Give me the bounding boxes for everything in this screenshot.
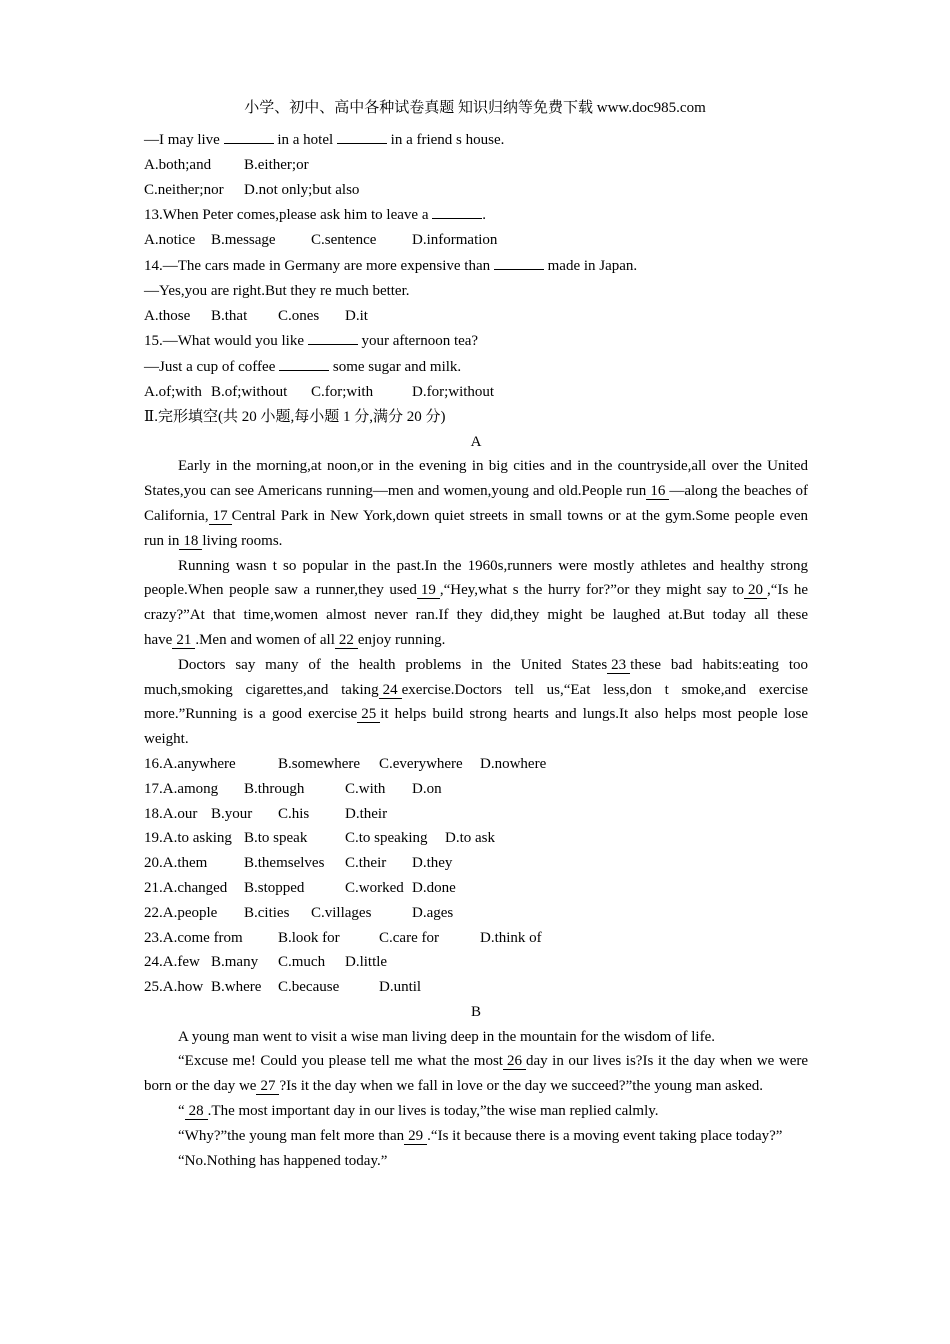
option-c: C.everywhere [379, 755, 463, 772]
option-d: D.they [412, 855, 453, 872]
option-a: 16.A.anywhere [144, 755, 236, 772]
exam-content [144, 127, 808, 1173]
q12-text: in a friend [390, 132, 453, 148]
option-c: C.sentence [311, 232, 377, 249]
passage-text: “ [178, 1103, 185, 1120]
option-b: B.stopped [244, 879, 305, 896]
q13-end: . [482, 207, 486, 224]
question-row [144, 901, 808, 926]
blank-25: 25 [357, 706, 380, 723]
passage-a-paragraph-1 [144, 454, 808, 553]
option-d: D.on [412, 780, 442, 797]
passage-text: living rooms. [202, 532, 283, 549]
question-row [144, 777, 808, 802]
option-d: D.done [412, 879, 456, 896]
q15-text: your afternoon tea? [361, 333, 479, 350]
question-row [144, 926, 808, 951]
option-d: D.to ask [445, 830, 495, 847]
q14-text: 14.—The cars made in Germany are more expensive than [144, 257, 491, 274]
option-b: B.themselves [244, 855, 325, 872]
option-c: C.to speaking [345, 830, 428, 847]
blank-26: 26 [503, 1053, 526, 1070]
question-row [144, 752, 808, 777]
q14-stem [144, 253, 808, 279]
passage-b-paragraph-4 [144, 1124, 808, 1149]
q15-options [144, 380, 808, 405]
page-header: 小学、初中、高中各种试卷真题 知识归纳等免费下载 www.doc985.com [244, 100, 706, 116]
option-c: C.care for [379, 929, 439, 946]
option-a: 20.A.them [144, 855, 208, 872]
option-b: B.many [211, 954, 259, 971]
blank-29: 29 [404, 1128, 427, 1145]
passage-b-label: B [470, 1003, 481, 1020]
answer-blank [224, 127, 274, 144]
blank-17: 17 [209, 508, 232, 525]
answer-blank [432, 202, 482, 219]
question-row [144, 802, 808, 827]
option-b: B.your [211, 805, 253, 822]
passage-b-paragraph-2 [144, 1049, 808, 1099]
q12-text: —I may live [144, 132, 220, 148]
blank-24: 24 [379, 682, 402, 699]
q15-stem [144, 328, 808, 354]
passage-text: these bad habits:eating too much,smoking cigarettes,and taking [144, 656, 808, 698]
passage-text: ,“Is he crazy?”At that time,women almost never ran.If they did,they might be laughed at.But today all these have [144, 582, 808, 648]
option-d: D.think of [480, 929, 542, 946]
option-d: D.ages [412, 904, 454, 921]
q14-text: made in Japan. [547, 257, 638, 274]
passage-text: .“Is it because there is a moving event taking place today?” [427, 1127, 783, 1144]
option-a: A.both;and [144, 156, 212, 173]
option-c: C.ones [278, 307, 320, 324]
q12-dialogue-line [144, 127, 808, 153]
passage-text: “Why?”the young man felt more than [178, 1127, 405, 1144]
option-a: 19.A.to asking [144, 830, 232, 847]
option-c: C.villages [311, 904, 372, 921]
q15-text: —Just a cup of coffee [144, 359, 276, 376]
question-row [144, 851, 808, 876]
q12-options-row2 [144, 178, 808, 203]
q12-text: in a hotel [277, 132, 334, 148]
passage-text: Running wasn t so popular in the past.In the 1960s,runners were mostly athletes and healthy strong people.When people saw a runner,they used [144, 557, 808, 599]
option-a: 18.A.our [144, 805, 198, 822]
option-c: C.his [278, 805, 310, 822]
option-c: C.their [345, 855, 387, 872]
blank-19: 19 [417, 582, 440, 599]
passage-text: .The most important day in our lives is today,”the wise man replied calmly. [207, 1103, 659, 1120]
blank-20: 20 [744, 582, 767, 599]
option-a: 23.A.come from [144, 929, 243, 946]
blank-21: 21 [172, 632, 195, 649]
passage-text: Central Park in New York,down quiet streets in small towns or at the gym.Some people even run in [144, 507, 808, 549]
q14-options [144, 304, 808, 329]
blank-18: 18 [179, 533, 202, 550]
answer-blank [337, 127, 387, 144]
option-b: B.through [244, 780, 305, 797]
option-b: B.somewhere [278, 755, 361, 772]
blank-23: 23 [607, 657, 630, 674]
question-row [144, 950, 808, 975]
option-b: B.that [211, 307, 248, 324]
passage-text: ?Is it the day when we fall in love or the day we succeed?”the young man asked. [279, 1078, 764, 1095]
q12-options-row1 [144, 153, 808, 178]
passage-text: .Men and women of all [195, 631, 335, 648]
option-c: C.neither;nor [144, 181, 224, 198]
passage-b-paragraph-3 [144, 1099, 808, 1124]
option-a: 25.A.how [144, 979, 204, 996]
blank-22: 22 [335, 632, 358, 649]
option-a: 22.A.people [144, 904, 218, 921]
q12-text: s house. [456, 132, 505, 148]
option-c: C.worked [345, 879, 404, 896]
option-d: D.their [345, 805, 388, 822]
option-b: B.of;without [211, 383, 288, 400]
passage-text: it helps build strong hearts and lungs.It also helps most people lose weight. [144, 706, 808, 748]
option-d: D.not only;but also [244, 181, 360, 198]
option-b: B.look for [278, 929, 340, 946]
q15-text: 15.—What would you like [144, 333, 304, 350]
option-a: A.notice [144, 232, 196, 249]
blank-28: 28 [185, 1103, 208, 1120]
passage-a-questions [144, 752, 808, 1000]
q13-options [144, 228, 808, 253]
option-d: D.information [412, 232, 498, 249]
passage-text: “Excuse me! Could you please tell me what the most [178, 1053, 503, 1070]
question-row [144, 826, 808, 851]
option-b: B.where [211, 979, 262, 996]
passage-text: exercise.Doctors tell us,“Eat less,don t smoke,and exercise more.”Running is a good exercise [144, 681, 808, 723]
question-row [144, 975, 808, 1000]
option-d: D.until [379, 979, 422, 996]
q13-text: 13.When Peter comes,please ask him to leave a [144, 207, 429, 224]
answer-blank [279, 354, 329, 371]
passage-b-paragraph-5: “No.Nothing has happened today.” [178, 1152, 388, 1169]
option-b: B.either;or [244, 156, 309, 173]
q13-stem [144, 202, 808, 228]
option-a: 24.A.few [144, 954, 200, 971]
passage-text: day in our lives is?Is it the day when we were born or the day we [144, 1053, 808, 1095]
q15-reply [144, 354, 808, 380]
passage-a-label: A [470, 433, 482, 450]
option-c: C.with [345, 780, 386, 797]
option-b: B.message [211, 232, 276, 249]
option-d: D.for;without [412, 383, 495, 400]
passage-text: —along the beaches of California, [144, 483, 808, 524]
passage-text: Early in the morning,at noon,or in the evening in big cities and in the countryside,all over the United States,you can see Americans running—men and women,young and old.People run [144, 458, 808, 500]
section-title: Ⅱ.完形填空(共 20 小题,每小题 1 分,满分 20 分) [144, 408, 446, 425]
question-row [144, 876, 808, 901]
option-a: A.of;with [144, 383, 202, 400]
q15-text: some sugar and milk. [332, 359, 462, 376]
passage-text: Doctors say many of the health problems in the United States [178, 656, 608, 673]
option-a: 17.A.among [144, 780, 219, 797]
option-d: D.it [345, 307, 368, 324]
option-c: C.for;with [311, 383, 374, 400]
passage-a-paragraph-2 [144, 554, 808, 653]
q14-reply: —Yes,you are right.But they re much better. [144, 282, 410, 299]
option-c: C.because [278, 979, 340, 996]
option-a: A.those [144, 307, 191, 324]
passage-a-paragraph-3 [144, 653, 808, 752]
blank-27: 27 [256, 1078, 279, 1095]
option-a: 21.A.changed [144, 879, 228, 896]
option-b: B.to speak [244, 830, 308, 847]
passage-b-paragraph-1: A young man went to visit a wise man living deep in the mountain for the wisdom of life. [178, 1028, 715, 1045]
blank-16: 16 [646, 483, 669, 500]
option-c: C.much [278, 954, 326, 971]
option-d: D.nowhere [480, 755, 547, 772]
passage-text: enjoy running. [357, 631, 446, 648]
answer-blank [494, 253, 544, 270]
answer-blank [308, 328, 358, 345]
option-d: D.little [345, 954, 388, 971]
passage-text: ,“Hey,what s the hurry for?”or they might say to [439, 582, 745, 599]
option-b: B.cities [244, 904, 290, 921]
